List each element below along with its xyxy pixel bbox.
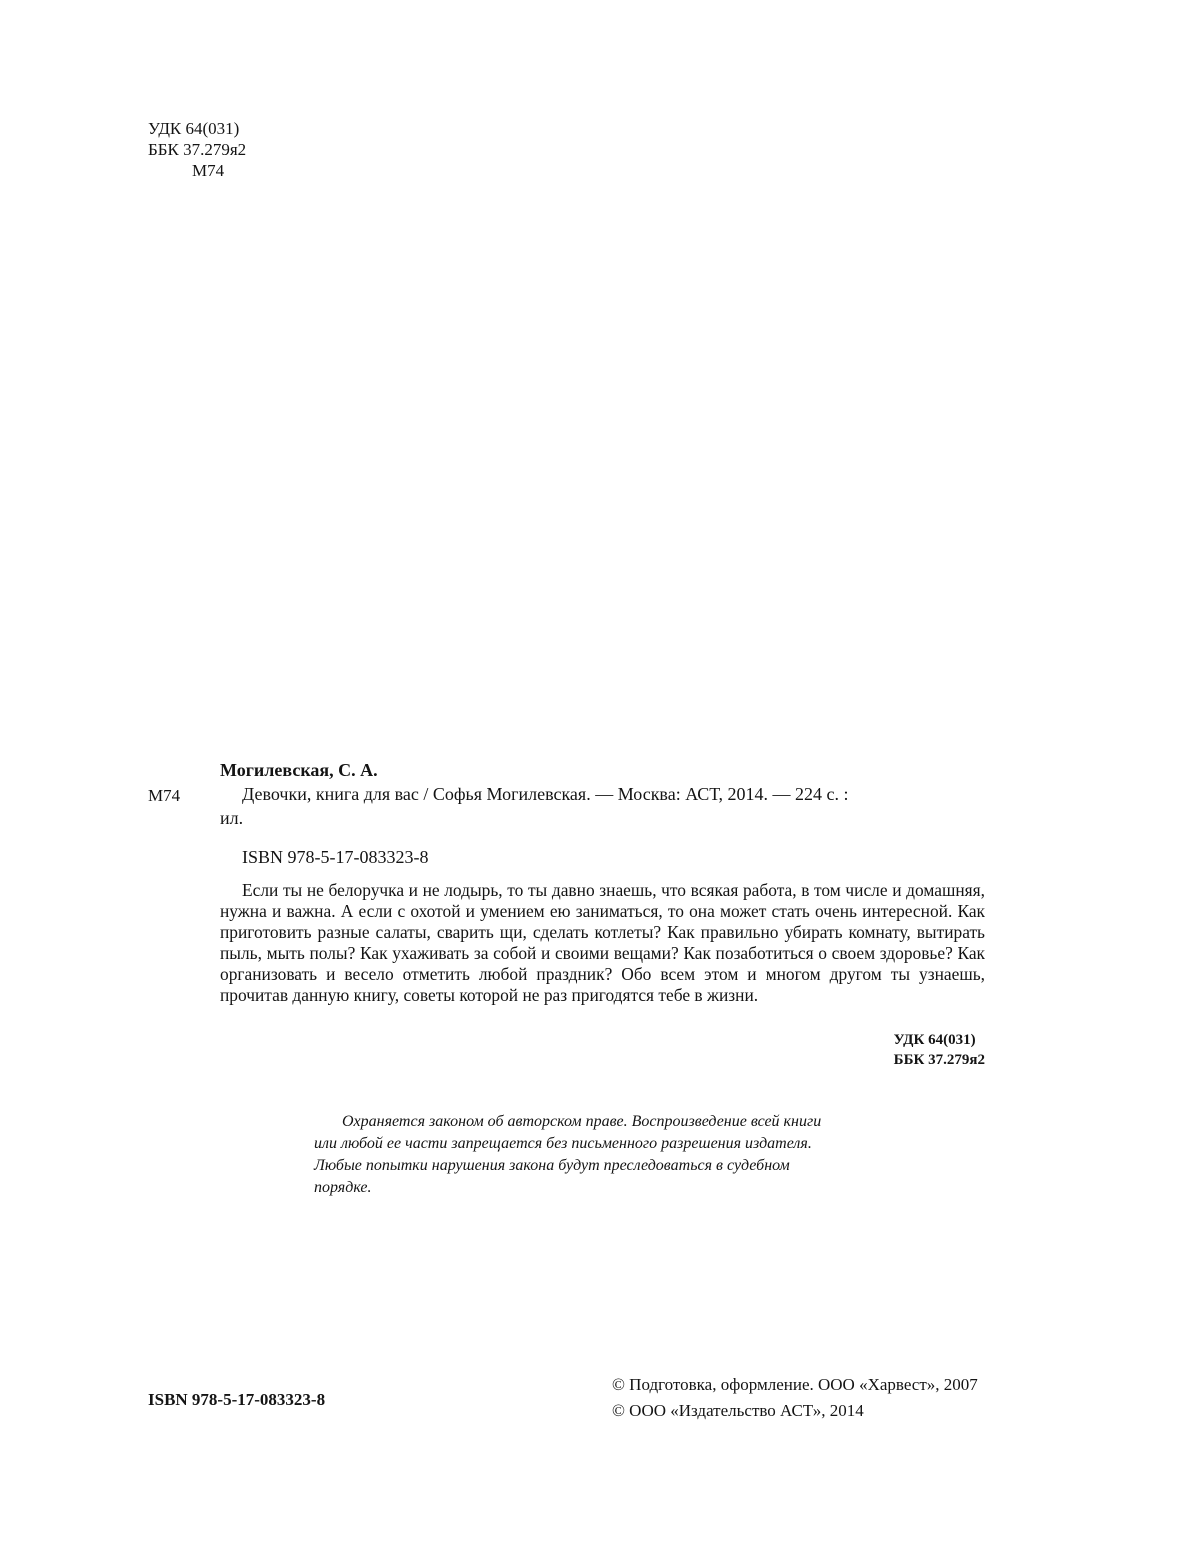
footer-isbn: ISBN 978-5-17-083323-8 <box>148 1390 326 1409</box>
copyright-lines <box>612 1372 978 1424</box>
annotation: Если ты не белоручка и не лодырь, то ты давно знаешь, что всякая работа, в том числе и домашняя, нужна и важна. А если с охотой и умением ею заниматься, то она может стать очень интересной. Как приготовить разные салаты, сварить щи, сделать котлеты? Как правильно убирать комнату, вытирать пыль, мыть полы? Как ухаживать за собой и своими вещами? Как позаботиться о своем здоровье? Как организовать и весело отметить любой праздник? Обо всем этом и многом другом ты узнаешь, прочитав данную книгу, советы которой не раз пригодятся тебе в жизни. <box>220 880 985 1005</box>
copyright-harvest: © Подготовка, оформление. ООО «Харвест», 2007 <box>612 1375 978 1394</box>
author-mark: М74 <box>192 161 225 180</box>
bbk-code: ББК 37.279я2 <box>148 140 247 159</box>
author-heading: Могилевская, С. А. <box>220 760 378 780</box>
bottom-udk-code: УДК 64(031) <box>893 1032 976 1048</box>
bottom-bbk-code: ББК 37.279я2 <box>893 1052 985 1068</box>
bibliographic-description <box>220 782 990 830</box>
copyright-notice: Охраняется законом об авторском праве. Воспроизведение всей книги или любой ее части запрещается без письменного разрешения издателя. Любые попытки нарушения закона будут преследоваться в судебном порядке. <box>314 1113 822 1196</box>
margin-author-mark: М74 <box>148 786 181 805</box>
copyright-ast: © ООО «Издательство АСТ», 2014 <box>612 1401 864 1420</box>
record-isbn: ISBN 978-5-17-083323-8 <box>242 847 429 867</box>
bottom-classification <box>894 1030 985 1070</box>
top-classification <box>148 118 246 181</box>
udk-code: УДК 64(031) <box>148 119 240 138</box>
title-line: Девочки, книга для вас / Софья Могилевская. — Москва: АСТ, 2014. — 224 с. : <box>242 784 849 804</box>
title-line-continuation: ил. <box>220 808 244 828</box>
